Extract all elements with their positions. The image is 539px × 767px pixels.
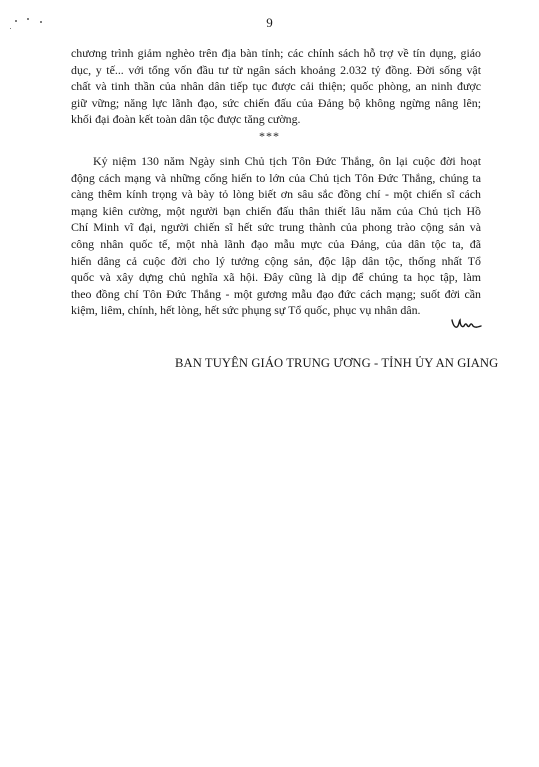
paragraph-line: dục, y tế... với tổng vốn đầu tư từ ngân sách khoảng 2.032 tỷ đồng. Đời sống vật bbox=[71, 62, 481, 77]
attribution-line: BAN TUYÊN GIÁO TRUNG ƯƠNG - TỈNH ỦY AN GIANG bbox=[175, 356, 499, 370]
paragraph-line: theo đồng chí Tôn Đức Thắng - một gương mẫu đạo đức cách mạng; suốt đời cần bbox=[71, 286, 481, 301]
paragraph-1 bbox=[71, 45, 481, 128]
paragraph-line: mạng kiên cường, một người bạn chiến đấu thân thiết lâu năm của Chủ tịch Hồ bbox=[71, 203, 481, 218]
paragraph-line: Kỷ niệm 130 năm Ngày sinh Chủ tịch Tôn Đức Thắng, ôn lại cuộc đời hoạt bbox=[93, 154, 481, 168]
paragraph-line: chất và tinh thần của nhân dân tiếp tục được cải thiện; quốc phòng, an ninh được bbox=[71, 79, 481, 94]
paragraph-line: hiến dâng cả cuộc đời cho lý tưởng cộng sản, độc lập dân tộc, thống nhất Tổ bbox=[71, 253, 481, 268]
paragraph-line: công nhân quốc tế, một nhà lãnh đạo mẫu mực của Đảng, của dân tộc ta, đã bbox=[71, 236, 481, 251]
paragraph-line: càng thêm kính trọng và bày tỏ lòng biết ơn sâu sắc đồng chí - một chiến sĩ cách bbox=[71, 187, 481, 202]
paragraph-line: khối đại đoàn kết toàn dân tộc được tăng cường. bbox=[71, 112, 301, 127]
paragraph-line: chương trình giảm nghèo trên địa bàn tỉnh; các chính sách hỗ trợ về tín dụng, giáo bbox=[71, 46, 481, 60]
paragraph-2 bbox=[71, 153, 481, 319]
page-number: 9 bbox=[266, 15, 273, 30]
paragraph-line: giữ vững; năng lực lãnh đạo, sức chiến đấu của Đảng bộ không ngừng nâng lên; bbox=[71, 95, 481, 110]
paragraph-line: động cách mạng và những cống hiến to lớn của Chủ tịch Tôn Đức Thắng, chúng ta bbox=[71, 170, 481, 185]
paragraph-line: quốc và xây dựng chủ nghĩa xã hội. Đây cũng là dịp để chúng ta học tập, làm bbox=[71, 270, 481, 285]
paragraph-line: Chí Minh vĩ đại, người chiến sĩ hết sức trung thành của phong trào cộng sản và bbox=[71, 220, 481, 235]
section-separator: *** bbox=[259, 129, 280, 143]
handwritten-initial-mark bbox=[450, 316, 482, 332]
paragraph-line: kiệm, liêm, chính, hết lòng, hết sức phụng sự Tổ quốc, phục vụ nhân dân. bbox=[71, 303, 421, 318]
